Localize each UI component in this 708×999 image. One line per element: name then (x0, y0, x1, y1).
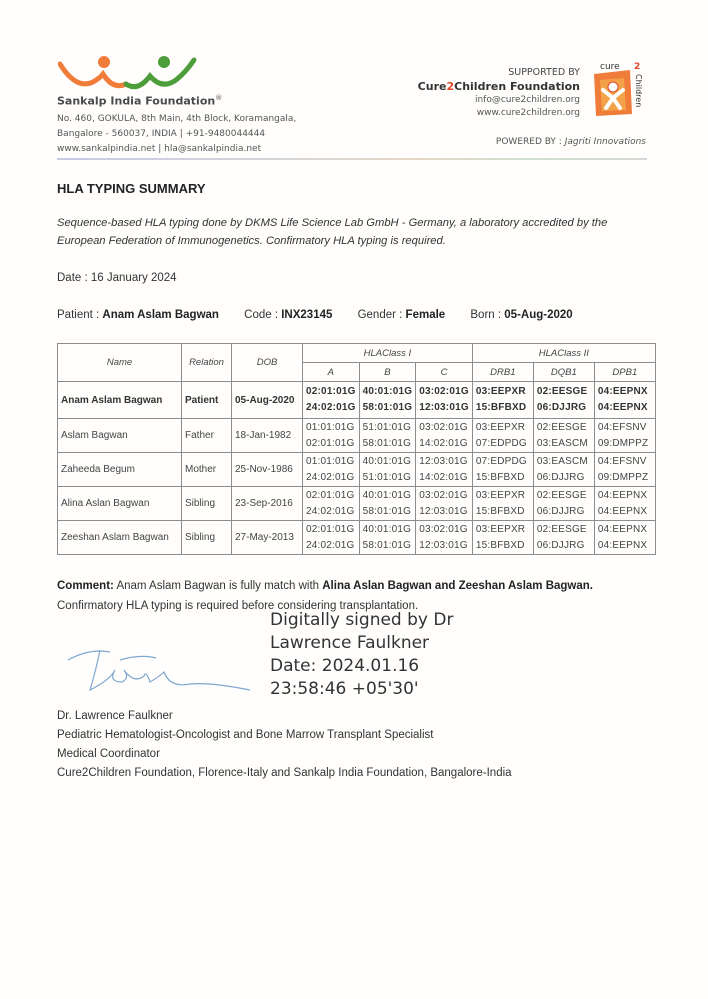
allele-value: 09:DMPPZ (597, 437, 649, 449)
gender-value: Female (405, 309, 446, 321)
cell-allele-drb1 (472, 453, 533, 487)
allele-value: 58:01:01G (362, 505, 412, 517)
allele-value: 04:EEPNX (597, 386, 648, 397)
table-row (58, 521, 656, 555)
allele-value: 14:02:01G (419, 471, 468, 483)
signer-affiliation: Cure2Children Foundation, Florence-Italy and Sankalp India Foundation, Bangalore-India (57, 767, 512, 779)
allele-value: 04:EEPNX (597, 523, 648, 535)
born-value: 05-Aug-2020 (504, 309, 573, 321)
cell-name: Zeeshan Aslam Bagwan (58, 521, 182, 555)
cell-allele-c (416, 382, 473, 419)
table-row (58, 419, 656, 453)
supporter-name (418, 79, 580, 94)
allele-value: 51:01:01G (362, 421, 412, 433)
allele-value: 40:01:01G (362, 523, 412, 535)
col-header-hla-class-1: HLAClass I (303, 344, 473, 363)
cell-allele-c (416, 487, 473, 521)
allele-value: 03:EEPXR (475, 523, 526, 535)
cell-allele-a (303, 382, 360, 419)
allele-value: 24:02:01G (306, 471, 355, 483)
cell-allele-drb1 (472, 419, 533, 453)
sankalp-logo-icon (58, 52, 198, 92)
cell-allele-b (359, 382, 416, 419)
cell-allele-drb1 (472, 382, 533, 419)
code-field (244, 309, 332, 321)
comment-label: Comment: (57, 580, 114, 592)
allele-value: 06:DJJRG (536, 471, 585, 483)
col-header-name: Name (58, 344, 182, 382)
allele-value: 07:EDPDG (475, 437, 527, 449)
code-label: Code : (244, 309, 279, 321)
col-header-locus-c: C (416, 363, 473, 382)
powered-by (496, 137, 646, 147)
cell-dob: 18-Jan-1982 (232, 419, 303, 453)
allele-value: 58:01:01G (362, 402, 413, 413)
org-name-text: Sankalp India Foundation (57, 94, 216, 108)
allele-value: 04:EEPNX (597, 539, 648, 551)
cell-name: Zaheeda Begum (58, 453, 182, 487)
cell-allele-dpb1 (594, 419, 655, 453)
allele-value: 15:BFBXD (475, 471, 525, 483)
digital-signature-line: Date: 2024.01.16 (270, 656, 420, 676)
cell-allele-dpb1 (594, 521, 655, 555)
col-header-locus-drb1: DRB1 (472, 363, 533, 382)
table-row (58, 453, 656, 487)
allele-value: 02:EESGE (536, 421, 587, 433)
allele-value: 58:01:01G (362, 437, 412, 449)
col-header-hla-class-2: HLAClass II (472, 344, 655, 363)
date-value: 16 January 2024 (90, 272, 177, 284)
cell-allele-a (303, 521, 360, 555)
cell-dob: 23-Sep-2016 (232, 487, 303, 521)
hla-table (57, 343, 656, 555)
digital-signature-line: 23:58:46 +05'30' (270, 679, 419, 699)
cell-relation: Patient (182, 382, 232, 419)
comment-matches: Alina Aslan Bagwan and Zeeshan Aslam Bagwan. (322, 580, 593, 592)
cell-allele-dqb1 (533, 521, 594, 555)
allele-value: 12:03:01G (419, 402, 469, 413)
signer-name: Dr. Lawrence Faulkner (57, 710, 173, 722)
allele-value: 51:01:01G (362, 471, 412, 483)
allele-value: 15:BFBXD (475, 505, 525, 517)
address-line: www.sankalpindia.net | hla@sankalpindia.net (57, 144, 262, 154)
table-row (58, 382, 656, 419)
allele-value: 03:02:01G (419, 523, 468, 535)
supporter-website: www.cure2children.org (476, 108, 580, 118)
supporter-email: info@cure2children.org (474, 95, 580, 105)
allele-value: 15:BFBXD (475, 539, 525, 551)
header-divider (57, 158, 647, 160)
cell-relation: Mother (182, 453, 232, 487)
born-field (470, 309, 572, 321)
svg-text:cure: cure (600, 62, 620, 72)
allele-value: 02:01:01G (306, 489, 355, 501)
comment-text: Anam Aslam Bagwan is fully match with (116, 580, 320, 592)
cell-allele-a (303, 453, 360, 487)
born-label: Born : (470, 309, 502, 321)
patient-label: Patient : (57, 309, 100, 321)
comment-line-1 (57, 576, 593, 596)
patient-info (57, 309, 595, 321)
cell-allele-a (303, 419, 360, 453)
report-intro: Sequence-based HLA typing done by DKMS Life Science Lab GmbH - Germany, a laboratory accredited by the European Federation of Immunogenetics. Confirmatory HLA typing is required. (57, 217, 608, 247)
allele-value: 14:02:01G (419, 437, 468, 449)
allele-value: 09:DMPPZ (597, 471, 649, 483)
cell-allele-dpb1 (594, 382, 655, 419)
allele-value: 04:EEPNX (597, 505, 648, 517)
signer-title: Pediatric Hematologist-Oncologist and Bone Marrow Transplant Specialist (57, 729, 434, 741)
cell-allele-dpb1 (594, 487, 655, 521)
allele-value: 40:01:01G (362, 386, 413, 397)
cure2children-logo-icon (590, 60, 648, 118)
cell-allele-drb1 (472, 487, 533, 521)
cell-relation: Sibling (182, 487, 232, 521)
comment-line-2: Confirmatory HLA typing is required before considering transplantation. (57, 600, 419, 612)
cell-allele-c (416, 453, 473, 487)
col-header-dob: DOB (232, 344, 303, 382)
supporter-name-part: Children Foundation (454, 80, 580, 93)
org-name (57, 94, 222, 108)
cell-dob: 25-Nov-1986 (232, 453, 303, 487)
registered-mark: ® (215, 94, 223, 102)
handwritten-signature-icon (60, 640, 260, 700)
allele-value: 12:03:01G (419, 455, 468, 467)
address-line: Bangalore - 560037, INDIA | +91-9480044444 (57, 129, 266, 139)
powered-label: POWERED BY : (495, 137, 562, 147)
allele-value: 58:01:01G (362, 539, 412, 551)
allele-value: 03:02:01G (419, 421, 468, 433)
allele-value: 02:EESGE (536, 489, 587, 501)
cell-name: Aslam Bagwan (58, 419, 182, 453)
cell-allele-a (303, 487, 360, 521)
allele-value: 03:EEPXR (475, 421, 526, 433)
table-header-row (58, 344, 656, 363)
cell-relation: Sibling (182, 521, 232, 555)
patient-field (57, 309, 219, 321)
report-title: HLA TYPING SUMMARY (57, 181, 206, 196)
cell-allele-dqb1 (533, 487, 594, 521)
allele-value: 24:02:01G (306, 402, 356, 413)
col-header-locus-b: B (359, 363, 416, 382)
allele-value: 01:01:01G (306, 455, 355, 467)
allele-value: 12:03:01G (419, 539, 468, 551)
cell-allele-dqb1 (533, 419, 594, 453)
allele-value: 06:DJJRG (536, 402, 587, 413)
allele-value: 03:EEPXR (475, 489, 526, 501)
cell-dob: 05-Aug-2020 (232, 382, 303, 419)
svg-text:2: 2 (634, 62, 641, 72)
col-header-locus-dqb1: DQB1 (533, 363, 594, 382)
allele-value: 06:DJJRG (536, 539, 585, 551)
cell-relation: Father (182, 419, 232, 453)
cell-allele-dpb1 (594, 453, 655, 487)
gender-field (358, 309, 446, 321)
supported-label: SUPPORTED BY (508, 67, 580, 78)
cell-allele-b (359, 419, 416, 453)
supporter-name-part: Cure (417, 80, 447, 93)
digital-signature-line: Digitally signed by Dr (270, 610, 454, 630)
allele-value: 02:01:01G (306, 437, 355, 449)
cell-dob: 27-May-2013 (232, 521, 303, 555)
digital-signature-line: Lawrence Faulkner (270, 633, 430, 653)
cell-allele-c (416, 521, 473, 555)
supporter-name-part: 2 (446, 80, 455, 93)
patient-value: Anam Aslam Bagwan (102, 309, 219, 321)
digital-signature (270, 609, 453, 701)
allele-value: 40:01:01G (362, 489, 412, 501)
allele-value: 01:01:01G (306, 421, 355, 433)
cell-allele-dqb1 (533, 382, 594, 419)
allele-value: 03:EASCM (536, 455, 588, 467)
table-row (58, 487, 656, 521)
allele-value: 12:03:01G (419, 505, 468, 517)
allele-value: 04:EEPNX (597, 489, 648, 501)
allele-value: 15:BFBXD (475, 402, 527, 413)
cell-allele-b (359, 521, 416, 555)
allele-value: 24:02:01G (306, 539, 355, 551)
allele-value: 04:EEPNX (597, 402, 648, 413)
org-address (57, 112, 296, 157)
col-header-locus-dpb1: DPB1 (594, 363, 655, 382)
allele-value: 04:EFSNV (597, 455, 647, 467)
allele-value: 40:01:01G (362, 455, 412, 467)
allele-value: 24:02:01G (306, 505, 355, 517)
cell-allele-dqb1 (533, 453, 594, 487)
allele-value: 03:EASCM (536, 437, 588, 449)
signer-block (57, 707, 512, 783)
allele-value: 02:EESGE (536, 386, 588, 397)
cell-allele-b (359, 487, 416, 521)
code-value: INX23145 (281, 309, 333, 321)
allele-value: 02:EESGE (536, 523, 587, 535)
cell-name: Anam Aslam Bagwan (58, 382, 182, 419)
cell-name: Alina Aslan Bagwan (58, 487, 182, 521)
allele-value: 03:02:01G (419, 386, 469, 397)
allele-value: 02:01:01G (306, 523, 355, 535)
allele-value: 04:EFSNV (597, 421, 647, 433)
col-header-locus-a: A (303, 363, 360, 382)
report-date (57, 272, 177, 284)
cell-allele-c (416, 419, 473, 453)
signer-role: Medical Coordinator (57, 748, 160, 760)
gender-label: Gender : (357, 309, 403, 321)
allele-value: 03:EEPXR (475, 386, 526, 397)
col-header-relation: Relation (182, 344, 232, 382)
cell-allele-drb1 (472, 521, 533, 555)
date-label: Date : (57, 272, 88, 284)
cell-allele-b (359, 453, 416, 487)
allele-value: 07:EDPDG (475, 455, 527, 467)
powered-by-name: Jagriti Innovations (564, 137, 646, 147)
allele-value: 03:02:01G (419, 489, 468, 501)
svg-text:Children: Children (634, 74, 643, 108)
allele-value: 06:DJJRG (536, 505, 585, 517)
address-line: No. 460, GOKULA, 8th Main, 4th Block, Koramangala, (57, 114, 297, 124)
allele-value: 02:01:01G (306, 386, 356, 397)
supporter-block (418, 66, 580, 120)
hla-table-body (58, 382, 656, 555)
